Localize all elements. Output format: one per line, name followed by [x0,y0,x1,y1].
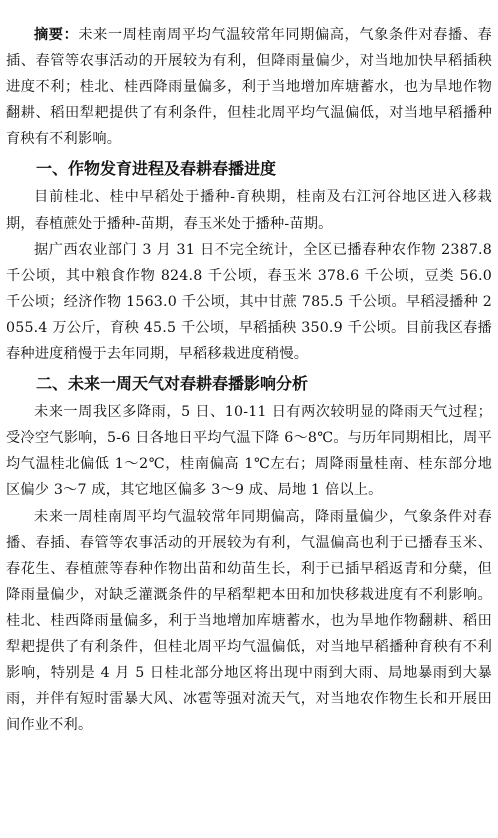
section-2-heading: 二、未来一周天气对春耕春播影响分析 [36,374,309,394]
section-1-heading: 一、作物发育进程及春耕春播进度 [36,159,277,179]
section-1-paragraph-2: 据广西农业部门 3 月 31 日不完全统计，全区已播春种农作物 2387.8 千公顷，其中粮食作物 824.8 千公顷，春玉米 378.6 千公顷，豆类 56.0 千公顷；经济作物 1563.0 千公顷，其中甘蔗 785.5 千公顷。早稻浸播种 2055.4 万公斤，育秧 45.5 千公顷，早稻插秧 350.9 千公顷。目前我区春播春种进度稍慢于去年同期，早稻移栽进度稍慢。 [6,241,492,363]
section-2-paragraph-1: 未来一周我区多降雨，5 日、10-11 日有两次较明显的降雨天气过程；受冷空气影响，5-6 日各地日平均气温下降 6～8℃。与历年同期相比，周平均气温桂北偏低 1～2℃，桂南偏高 1℃左右；周降雨量桂南、桂东部分地区偏少 3～7 成，其它地区偏多 3～9 成、局地 1 倍以上。 [6,404,492,499]
abstract-text: 未来一周桂南周平均气温较常年同期偏高，气象条件对春播、春插、春管等农事活动的开展较为有利，但降雨量偏少，对当地加快早稻插秧进度不利；桂北、桂西降雨量偏多，利于当地增加库塘蓄水，也为旱地作物翻耕、稻田犁耙提供了有利条件，但桂北周平均气温偏低，对当地早稻播种育秧有不利影响。 [6,27,492,148]
section-2-paragraph-2: 未来一周桂南周平均气温较常年同期偏高，降雨量偏少，气象条件对春播、春插、春管等农事活动的开展较为有利，气温偏高也利于已播春玉米、春花生、春植蔗等春种作物出苗和幼苗生长，利于已插早稻返青和分蘖，但降雨量偏少，对缺乏灌溉条件的早稻犁耙本田和加快移栽进度有不利影响。桂北、桂西降雨量偏多，利于当地增加库塘蓄水，也为旱地作物翻耕、稻田犁耙提供了有利条件，但桂北周平均气温偏低，对当地早稻播种育秧有不利影响，特别是 4 月 5 日桂北部分地区将出现中雨到大雨、局地暴雨到大暴雨，并伴有短时雷暴大风、冰雹等强对流天气，对当地农作物生长和开展田间作业不利。 [6,508,492,734]
abstract-label: 摘要： [34,27,79,43]
abstract-paragraph [6,22,492,152]
section-1-paragraph-1: 目前桂北、桂中早稻处于播种-育秧期，桂南及右江河谷地区进入移栽期，春植蔗处于播种-苗期，春玉米处于播种-苗期。 [6,189,492,232]
